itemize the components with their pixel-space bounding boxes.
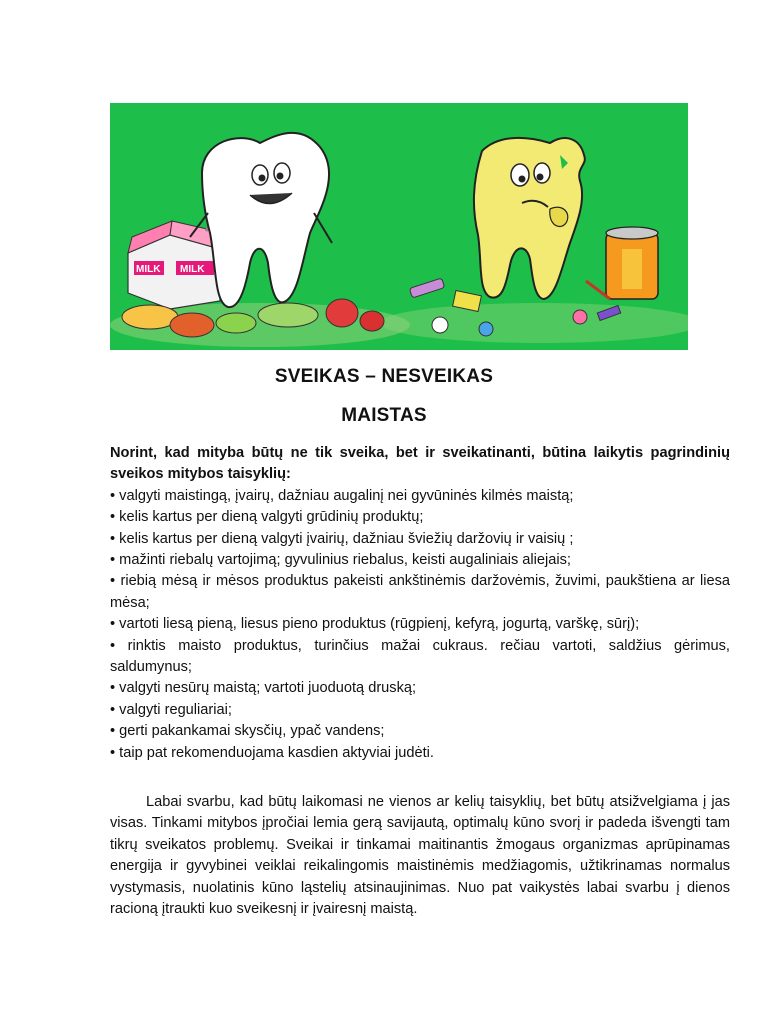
page-title-line-2: MAISTAS [341, 405, 427, 426]
rule-item: • valgyti nesūrų maistą; vartoti juoduotą druską; [110, 678, 730, 699]
nutrition-rules-section [110, 443, 730, 764]
rules-list [110, 486, 730, 764]
intro-text: Norint, kad mityba būtų ne tik sveika, bet ir sveikatinanti, būtina laikytis pagrindinių sveikos mitybos taisyklių: [110, 445, 730, 483]
milk-label-2: MILK [180, 264, 205, 275]
rule-item: • kelis kartus per dieną valgyti įvairių, dažniau šviežių daržovių ir vaisių ; [110, 529, 730, 550]
soda-can [606, 227, 658, 299]
rule-item: • mažinti riebalų vartojimą; gyvulinius riebalus, keisti augaliniais aliejais; [110, 550, 730, 571]
rule-item: • vartoti liesą pieną, liesus pieno produktus (rūgpienį, kefyrą, jogurtą, varškę, sūrį); [110, 614, 730, 635]
milk-label-1: MILK [136, 264, 161, 275]
rule-item: • valgyti reguliariai; [110, 700, 730, 721]
rule-item: • valgyti maistingą, įvairų, dažniau augalinį nei gyvūninės kilmės maistą; [110, 486, 730, 507]
rule-item: • riebią mėsą ir mėsos produktus pakeisti ankštinėmis daržovėmis, žuvimi, paukštiena ar liesa mėsa; [110, 571, 730, 614]
rule-item: • rinktis maisto produktus, turinčius mažai cukraus. rečiau vartoti, saldžius gėrimus, saldumynus; [110, 636, 730, 679]
rule-item: • taip pat rekomenduojama kasdien aktyviai judėti. [110, 743, 730, 764]
page-title-line-1: SVEIKAS – NESVEIKAS [274, 366, 494, 387]
healthy-unhealthy-teeth-illustration [110, 103, 688, 350]
body-paragraph: Labai svarbu, kad būtų laikomasi ne vienos ar kelių taisyklių, bet būtų atsižvelgiama į jas visas. Tinkami mitybos įpročiai lemia gerą savijautą, optimalų kūno svorį ir padeda išvengti tam tikrų sveikatos problemų. Sveikai ir tinkamai maitinantis žmogaus organizmas aprūpinamas energija ir gyvybinei veiklai reikalingomis maistinėmis medžiagomis, užtikrinamas normalus vystymasis, nuolatinis kūno ląstelių atsinaujinimas. Nuo pat vaikystės labai svarbu į dienos racioną įtraukti kuo sveikesnį ir įvairesnį maistą. [110, 794, 730, 918]
rule-item: • kelis kartus per dieną valgyti grūdinių produktų; [110, 507, 730, 528]
rule-item: • gerti pakankamai skysčių, ypač vandens; [110, 721, 730, 742]
